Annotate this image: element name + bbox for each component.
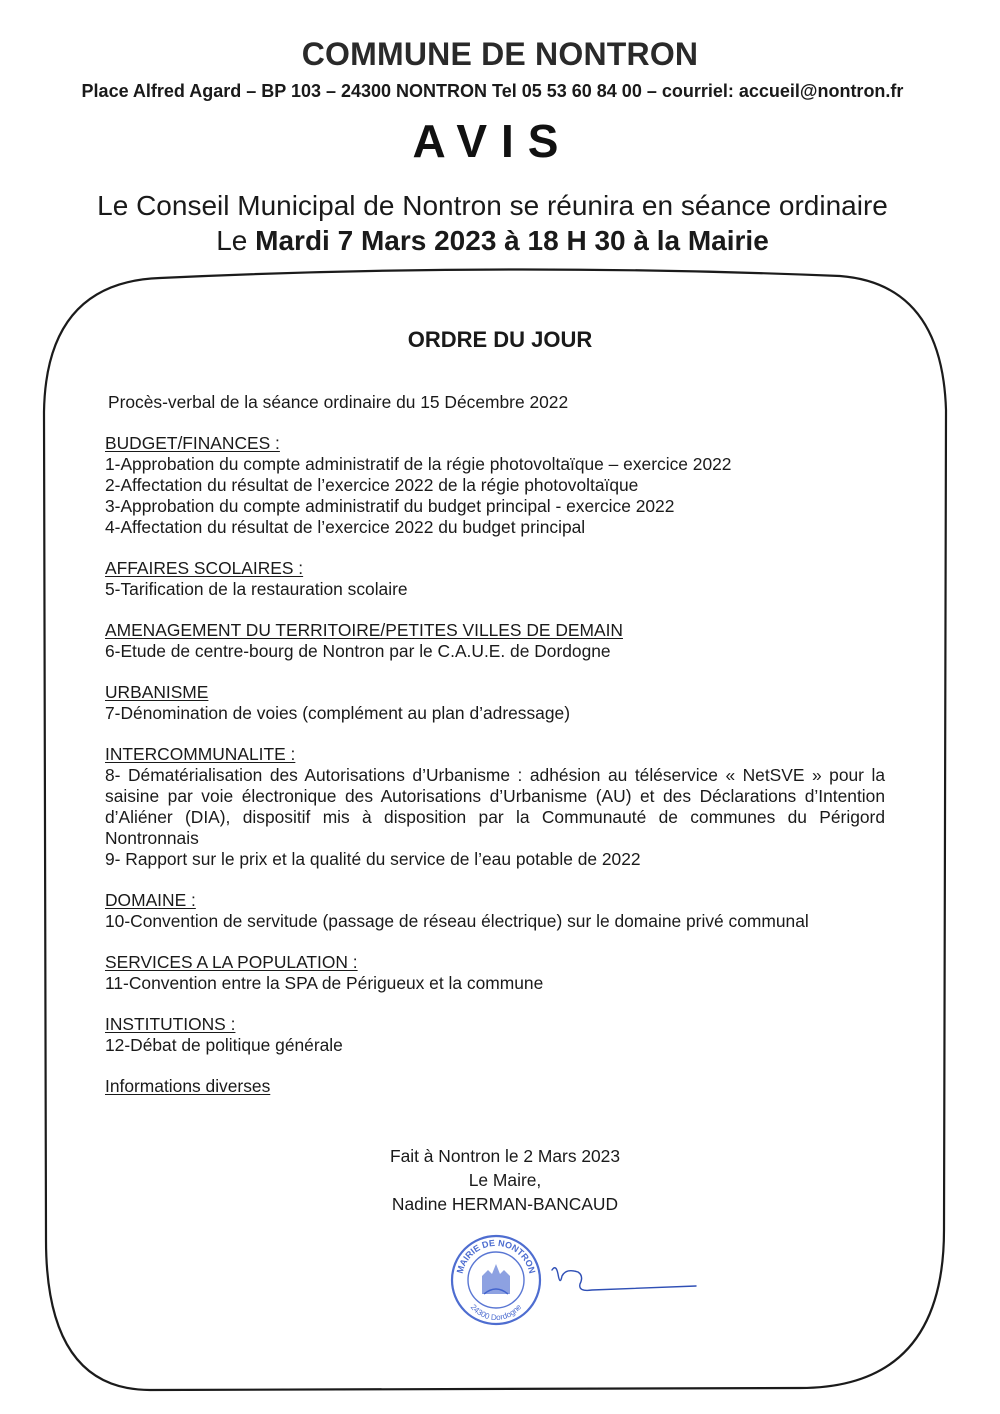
- section-urbanisme: [105, 682, 885, 724]
- section-misc: [105, 1076, 885, 1097]
- agenda-item: 12-Débat de politique générale: [105, 1035, 343, 1055]
- agenda-item: 6-Etude de centre-bourg de Nontron par le C.A.U.E. de Dordogne: [105, 641, 611, 661]
- agenda-item: 9- Rapport sur le prix et la qualité du service de l’eau potable de 2022: [105, 849, 641, 869]
- meeting-date-bold: Mardi 7 Mars 2023 à 18 H 30 à la Mairie: [255, 225, 769, 256]
- agenda-item: 4-Affectation du résultat de l’exercice 2022 du budget principal: [105, 517, 586, 537]
- commune-title: COMMUNE DE NONTRON: [301, 36, 699, 72]
- misc-heading: Informations diverses: [105, 1076, 271, 1096]
- section-intercommunalite: [105, 744, 885, 870]
- section-heading: INTERCOMMUNALITE :: [105, 744, 296, 764]
- agenda-item: 10-Convention de servitude (passage de réseau électrique) sur le domaine privé communal: [105, 911, 809, 931]
- agenda-item-pv: Procès-verbal de la séance ordinaire du 15 Décembre 2022: [108, 392, 569, 412]
- mairie-stamp-icon: [448, 1232, 544, 1328]
- agenda-item: 8- Dématérialisation des Autorisations d’Urbanisme : adhésion au téléservice « NetSVE » pour la saisine par voie électronique des Autorisations d’Urbanisme (AU) et des Déclarations d’Intention d’Aliéner (DIA), dispositif mis à disposition par la Communauté de communes du Périgord Nontronnais: [105, 765, 885, 848]
- mayor-title: Le Maire,: [468, 1170, 542, 1190]
- section-amenagement: [105, 620, 885, 662]
- agenda-item: 3-Approbation du compte administratif du budget principal - exercice 2022: [105, 496, 675, 516]
- section-heading: AFFAIRES SCOLAIRES :: [105, 558, 304, 578]
- notice-title: AVIS: [412, 115, 573, 167]
- agenda-item: 2-Affectation du résultat de l’exercice 2022 de la régie photovoltaïque: [105, 475, 639, 495]
- stamp-bottom-text: 24300 Dordogne: [468, 1302, 524, 1323]
- section-services: [105, 952, 885, 994]
- place-date: Fait à Nontron le 2 Mars 2023: [389, 1146, 621, 1166]
- agenda-item: 11-Convention entre la SPA de Périgueux et la commune: [105, 973, 544, 993]
- section-heading: AMENAGEMENT DU TERRITOIRE/PETITES VILLES DE DEMAIN: [105, 620, 623, 640]
- section-heading: INSTITUTIONS :: [105, 1014, 236, 1034]
- section-heading: DOMAINE :: [105, 890, 196, 910]
- mayor-signature: [548, 1262, 698, 1302]
- address-line: Place Alfred Agard – BP 103 – 24300 NONTRON Tel 05 53 60 84 00 – courriel: accueil@nontron.fr: [81, 81, 904, 101]
- agenda-item: 5-Tarification de la restauration scolaire: [105, 579, 408, 599]
- section-domaine: [105, 890, 885, 932]
- meeting-date-prefix: Le: [216, 225, 256, 256]
- section-budget: [105, 433, 885, 538]
- agenda-body: [105, 392, 885, 1097]
- section-institutions: [105, 1014, 885, 1056]
- section-heading: URBANISME: [105, 682, 209, 702]
- meeting-announcement: Le Conseil Municipal de Nontron se réunira en séance ordinaire: [97, 190, 888, 221]
- signature-block: [340, 1144, 670, 1216]
- section-heading: BUDGET/FINANCES :: [105, 433, 280, 453]
- section-heading: SERVICES A LA POPULATION :: [105, 952, 358, 972]
- agenda-item: 1-Approbation du compte administratif de la régie photovoltaïque – exercice 2022: [105, 454, 732, 474]
- mayor-name: Nadine HERMAN-BANCAUD: [391, 1194, 619, 1214]
- agenda-item: 7-Dénomination de voies (complément au plan d’adressage): [105, 703, 570, 723]
- section-scolaires: [105, 558, 885, 600]
- stamp-top-text: MAIRIE DE NONTRON: [454, 1237, 538, 1275]
- agenda-title: ORDRE DU JOUR: [407, 327, 593, 352]
